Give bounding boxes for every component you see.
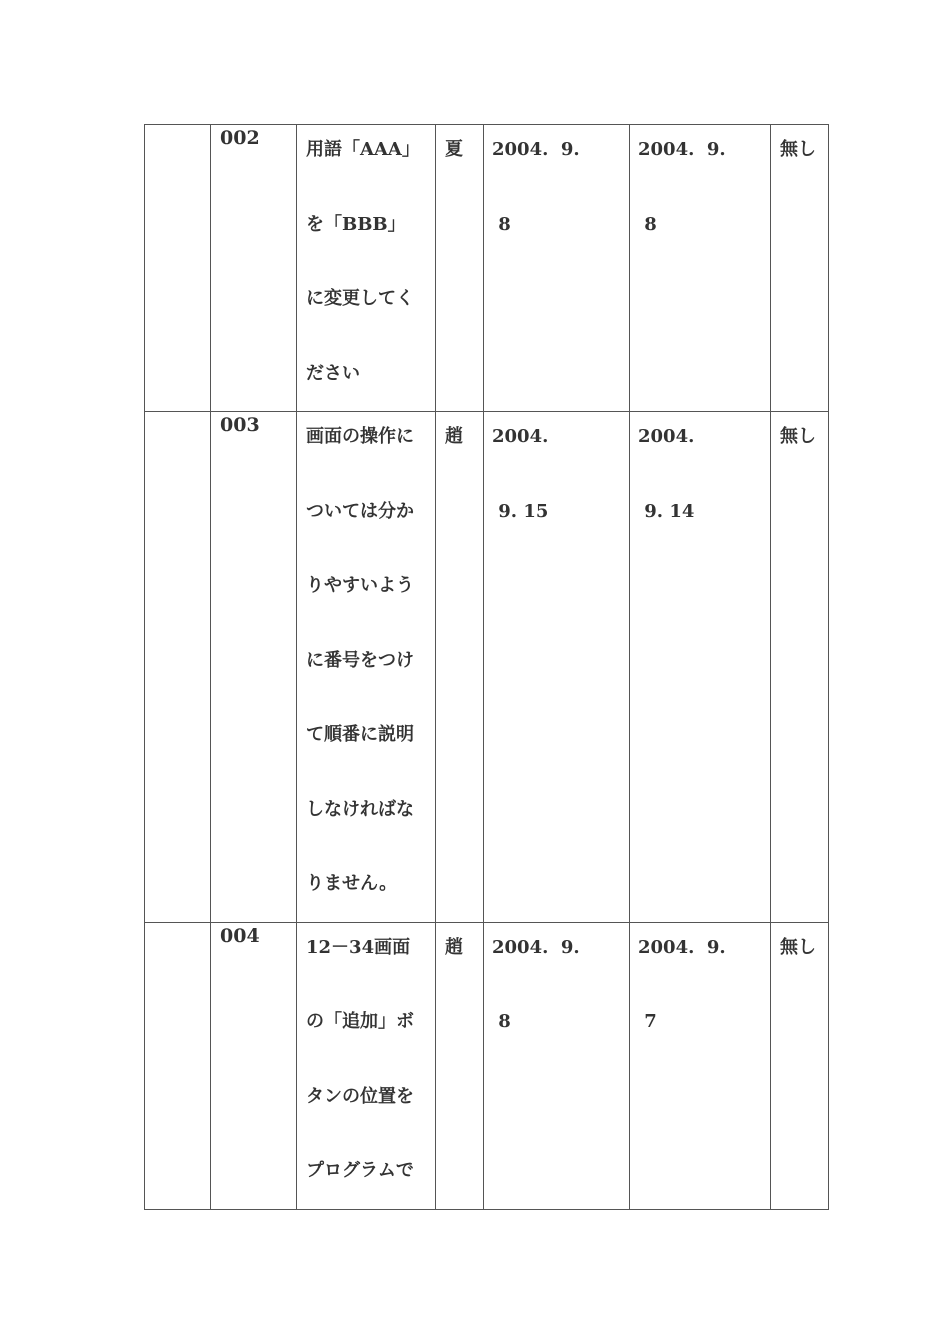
empty-cell: [145, 412, 211, 923]
row-description: 12－34画面 の「追加」ボ タンの位置を プログラムで: [306, 936, 414, 1181]
id-cell: [211, 412, 297, 923]
row-flag: 無し: [780, 936, 816, 958]
row-id: 003: [220, 414, 260, 436]
row-description: 画面の操作に ついては分か りやすいよう に番号をつけ て順番に説明 しなければな りません。: [306, 426, 414, 894]
row-flag: 無し: [780, 139, 816, 160]
description-cell: [297, 125, 436, 412]
person-cell: [436, 922, 484, 1209]
date-b-cell: [630, 125, 771, 412]
row-date-b: 2004. 9. 14: [638, 426, 695, 522]
table-row: [145, 412, 829, 923]
flag-cell: [771, 412, 829, 923]
description-cell: [297, 922, 436, 1209]
id-cell: [211, 922, 297, 1209]
table-row: [145, 922, 829, 1209]
row-date-b: 2004. 9. 8: [638, 139, 726, 235]
id-cell: [211, 125, 297, 412]
date-a-cell: [484, 412, 630, 923]
flag-cell: [771, 125, 829, 412]
row-date-a: 2004. 9. 15: [492, 426, 549, 522]
row-person: 夏: [445, 139, 463, 160]
row-person: 趙: [445, 426, 463, 447]
person-cell: [436, 125, 484, 412]
date-b-cell: [630, 922, 771, 1209]
row-date-a: 2004. 9. 8: [492, 139, 580, 235]
flag-cell: [771, 922, 829, 1209]
date-a-cell: [484, 922, 630, 1209]
empty-cell: [145, 125, 211, 412]
row-id: 004: [220, 924, 260, 947]
empty-cell: [145, 922, 211, 1209]
date-a-cell: [484, 125, 630, 412]
document-table: [144, 124, 829, 1210]
row-date-a: 2004. 9. 8: [492, 936, 580, 1032]
row-person: 趙: [445, 936, 463, 958]
person-cell: [436, 412, 484, 923]
date-b-cell: [630, 412, 771, 923]
row-date-b: 2004. 9. 7: [638, 936, 726, 1032]
row-id: 002: [220, 127, 260, 149]
description-cell: [297, 412, 436, 923]
table-row: [145, 125, 829, 412]
row-description: 用語「AAA」 を「BBB」 に変更してく ださい: [306, 139, 420, 384]
row-flag: 無し: [780, 426, 816, 447]
